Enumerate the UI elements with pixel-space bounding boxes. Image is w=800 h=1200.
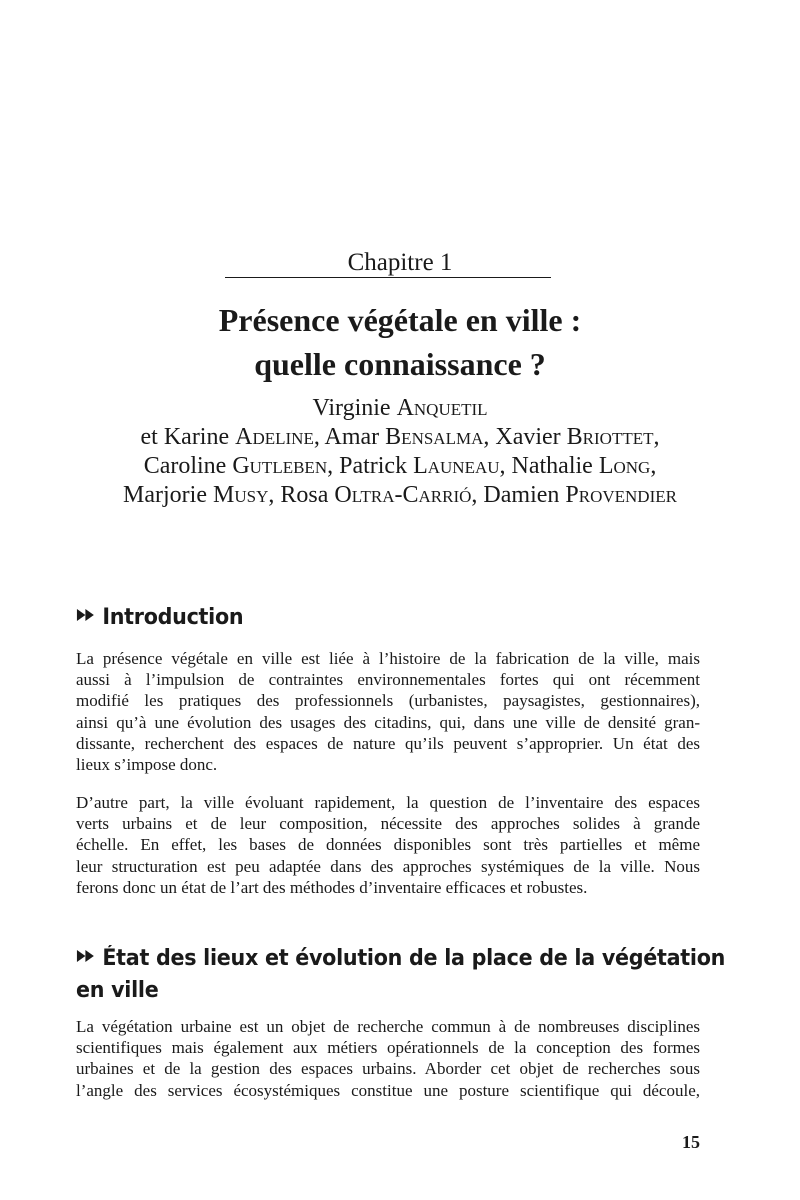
- chapter-title-line: quelle connaissance ?: [254, 346, 546, 382]
- section-heading-text: Introduction: [102, 605, 244, 630]
- section-heading-etat-des-lieux: [76, 943, 726, 1007]
- author-first-name: Xavier: [495, 424, 561, 450]
- text-line: ainsi qu’à une évolution des usages des citadins, qui, dans une ville de densité gran-: [76, 712, 700, 732]
- text-line: dissante, recherchent des espaces de nature qu’ils peuvent s’approprier. Un état des: [76, 733, 700, 753]
- page-number: 15: [682, 1132, 700, 1152]
- text-line: scientifiques mais également aux métiers opérationnels de la conception des formes: [76, 1038, 700, 1058]
- text-line: échelle. En effet, les bases de données disponibles sont très partielles et même: [76, 835, 700, 855]
- author-first-name: Caroline: [143, 453, 227, 479]
- author-last-name: Anquetil: [396, 395, 488, 421]
- text-line: leur structuration est peu adaptée dans des approches systémiques de la ville. Nous: [76, 856, 700, 876]
- text-line: La présence végétale en ville est liée à l’histoire de la fabrication de la ville, mais: [76, 649, 700, 668]
- author-first-name: Karine: [163, 424, 230, 450]
- author-first-name: Amar: [324, 424, 380, 450]
- chapter-title: [0, 298, 800, 386]
- author-line: [0, 394, 800, 423]
- text-line: aussi à l’impulsion de contraintes environnementales fortes qui ont récemment: [76, 670, 700, 690]
- author-line: Marjorie Musy, Rosa Oltra-Carrió, Damien Provendier: [123, 482, 677, 508]
- author-last-name: Briottet: [566, 424, 654, 450]
- author-first-name: Rosa: [280, 482, 329, 508]
- author-last-name: Adeline: [235, 424, 314, 450]
- author-last-name: Launeau: [413, 453, 500, 479]
- author-prefix: et: [140, 424, 158, 450]
- section-heading-text: État des lieux et évolution de la place de la végétation: [102, 946, 726, 971]
- author-line: et Karine Adeline, Amar Bensalma, Xavier Briottet,: [140, 424, 660, 450]
- chapter-label: Chapitre 1: [347, 249, 453, 276]
- author-first-name: Nathalie: [511, 453, 593, 479]
- text-line: ferons donc un état de l’art des méthodes d’inventaire efficaces et robustes.: [76, 877, 588, 897]
- text-line: La végétation urbaine est un objet de recherche commun à de nombreuses disciplines: [76, 1017, 700, 1036]
- author-first-name: Marjorie: [123, 482, 207, 508]
- text-line: urbaines et de la gestion des espaces urbains. Aborder cet objet de recherches sous: [76, 1059, 700, 1079]
- chapter-divider: [225, 277, 551, 278]
- author-last-name: Long: [598, 453, 651, 479]
- author-last-name: Musy: [213, 482, 269, 508]
- paragraph: [76, 792, 700, 898]
- text-line: D’autre part, la ville évoluant rapidement, la question de l’inventaire des espaces: [76, 793, 700, 812]
- text-line: lieux s’impose donc.: [76, 755, 218, 775]
- author-line: Caroline Gutleben, Patrick Launeau, Nathalie Long,: [143, 453, 657, 479]
- author-last-name: Gutleben: [232, 453, 328, 479]
- paragraph: [76, 648, 700, 775]
- text-line: modifié les pratiques des professionnels (urbanistes, paysagistes, gestionnaires),: [76, 691, 700, 711]
- author-first-name: Damien: [483, 482, 560, 508]
- section-heading-text: en ville: [76, 978, 159, 1003]
- chapter-title-line: Présence végétale en ville :: [218, 302, 582, 338]
- author-last-name: Bensalma: [385, 424, 484, 450]
- paragraph: [76, 1016, 700, 1101]
- author-first-name: Virginie: [312, 395, 391, 421]
- text-line: verts urbains et de leur composition, nécessite des approches solides à grande: [76, 814, 700, 834]
- section-heading-introduction: [76, 602, 678, 634]
- author-last-name: Provendier: [565, 482, 677, 508]
- text-line: l’angle des services écosystémiques constitue une posture scientifique qui découle,: [76, 1080, 700, 1100]
- double-arrow-right-icon: [76, 941, 97, 973]
- double-arrow-right-icon: [76, 600, 97, 632]
- author-last-name: Oltra-Carrió: [334, 482, 472, 508]
- author-first-name: Patrick: [339, 453, 408, 479]
- author-list: [0, 394, 800, 510]
